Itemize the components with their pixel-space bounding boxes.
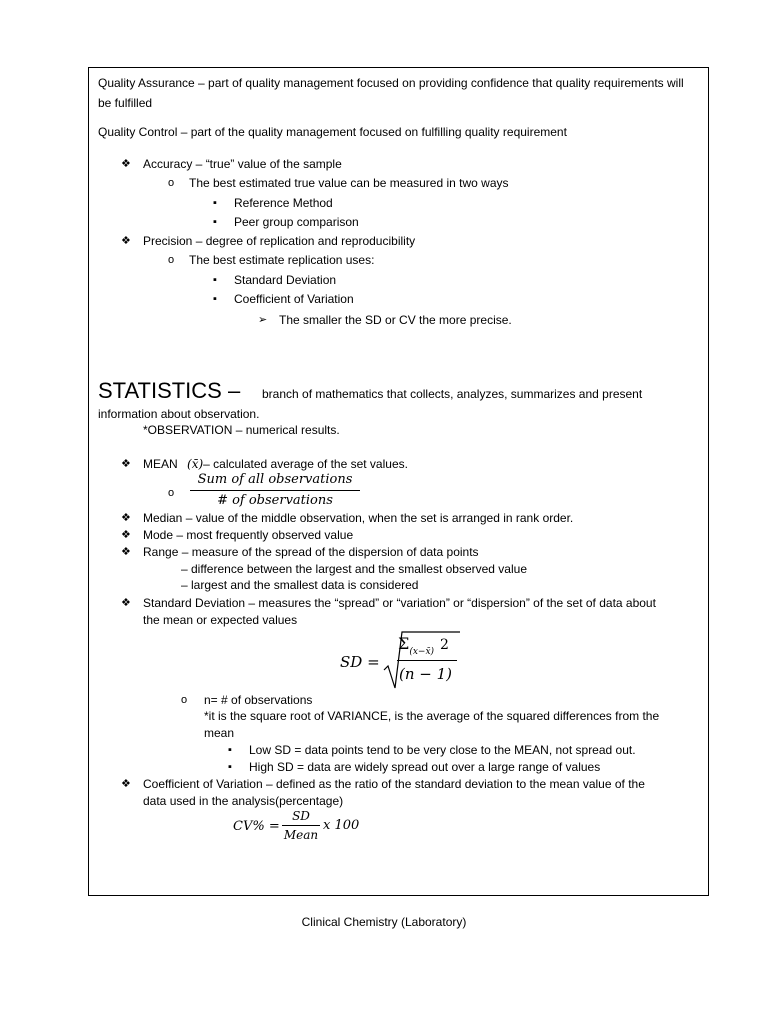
sd-formula-lhs: SD = (340, 653, 380, 671)
low-sd-note: Low SD = data points tend to be very close to the MEAN, not spread out. (249, 743, 636, 757)
mean-label-rest: – calculated average of the set values. (203, 457, 408, 471)
accuracy-sub: The best estimated true value can be measured in two ways (189, 176, 509, 190)
precision-sub: The best estimate replication uses: (189, 253, 375, 267)
accuracy-item: Reference Method (234, 196, 333, 210)
mean-fraction-bar (190, 490, 360, 491)
page-footer: Clinical Chemistry (Laboratory) (301, 915, 467, 929)
statistics-definition: branch of mathematics that collects, analyzes, summarizes and present (262, 387, 643, 401)
sd-label-cont: the mean or expected values (143, 613, 298, 627)
arrow-bullet-icon: ➢ (258, 314, 268, 326)
variance-note: *it is the square root of VARIANCE, is the average of the squared differences from the (204, 709, 660, 723)
range-line-2: – difference between the largest and the smallest observed value (181, 562, 527, 576)
mode-label: Mode – most frequently observed value (143, 528, 354, 542)
diamond-bullet-icon: ❖ (121, 235, 131, 247)
sd-formula-exp: 2 (440, 637, 449, 653)
mean-denominator: # of observations (217, 493, 333, 508)
statistics-definition-cont: information about observation. (98, 407, 260, 421)
median-label: Median – value of the middle observation, when the set is arranged in rank order. (143, 511, 574, 525)
sd-formula-numerator (398, 636, 449, 655)
diamond-bullet-icon: ❖ (121, 778, 131, 790)
diamond-bullet-icon: ❖ (121, 546, 131, 558)
square-bullet-icon: ▪ (228, 761, 232, 773)
circle-bullet-icon: o (181, 694, 188, 706)
mean-numerator: Sum of all observations (197, 472, 353, 487)
square-bullet-icon: ▪ (213, 274, 217, 286)
precision-item: Coefficient of Variation (234, 292, 354, 306)
cv-label-cont: data used in the analysis(percentage) (143, 794, 344, 808)
diamond-bullet-icon: ❖ (121, 529, 131, 541)
range-label: Range – measure of the spread of the dispersion of data points (143, 545, 479, 559)
n-definition: n= # of observations (204, 693, 313, 707)
observation-definition: *OBSERVATION – numerical results. (143, 423, 340, 437)
diamond-bullet-icon: ❖ (121, 597, 131, 609)
cv-formula-lhs-text: CV% = (233, 819, 280, 834)
statistics-heading: STATISTICS – (98, 378, 241, 403)
cv-formula-rhs: x 100 (323, 818, 360, 833)
precision-label: Precision – degree of replication and reproducibility (143, 234, 416, 248)
circle-bullet-icon: o (168, 487, 175, 499)
mean-symbol: (x̄) (187, 457, 204, 471)
cv-formula-lhs (233, 818, 280, 835)
diamond-bullet-icon: ❖ (121, 512, 131, 524)
range-line-3: – largest and the smallest data is considered (181, 578, 419, 592)
precision-item: Standard Deviation (234, 273, 337, 287)
sigma-symbol: Σ (398, 634, 410, 653)
accuracy-label: Accuracy – “true” value of the sample (143, 157, 342, 171)
mean-label-start: MEAN (143, 457, 178, 471)
cv-formula-numerator: SD (292, 809, 310, 823)
mean-label (143, 456, 408, 472)
accuracy-item: Peer group comparison (234, 215, 359, 229)
square-bullet-icon: ▪ (213, 293, 217, 305)
variance-note-cont: mean (204, 726, 235, 740)
high-sd-note: High SD = data are widely spread out over a large range of values (249, 760, 601, 774)
square-bullet-icon: ▪ (213, 216, 217, 228)
cv-fraction-bar (282, 825, 320, 826)
cv-formula-denominator: Mean (283, 828, 319, 842)
quality-assurance-text: Quality Assurance – part of quality management focused on providing confidence that quality requirements will be fulfilled (98, 76, 684, 110)
circle-bullet-icon: o (168, 254, 175, 266)
quality-control-text: Quality Control – part of the quality management focused on fulfilling quality requirement (98, 125, 567, 139)
sd-formula-sub: (x−x̄) (409, 647, 435, 657)
sd-formula-denominator: (n − 1) (399, 665, 453, 683)
circle-bullet-icon: o (168, 177, 175, 189)
diamond-bullet-icon: ❖ (121, 458, 131, 470)
cv-label: Coefficient of Variation – defined as the ratio of the standard deviation to the mean value of the (143, 777, 645, 791)
sd-fraction-bar (397, 660, 457, 661)
precision-note: The smaller the SD or CV the more precise. (279, 313, 512, 327)
diamond-bullet-icon: ❖ (121, 158, 131, 170)
square-bullet-icon: ▪ (213, 197, 217, 209)
sd-label: Standard Deviation – measures the “spread” or “variation” or “dispersion” of the set of data about (143, 596, 656, 610)
square-bullet-icon: ▪ (228, 744, 232, 756)
